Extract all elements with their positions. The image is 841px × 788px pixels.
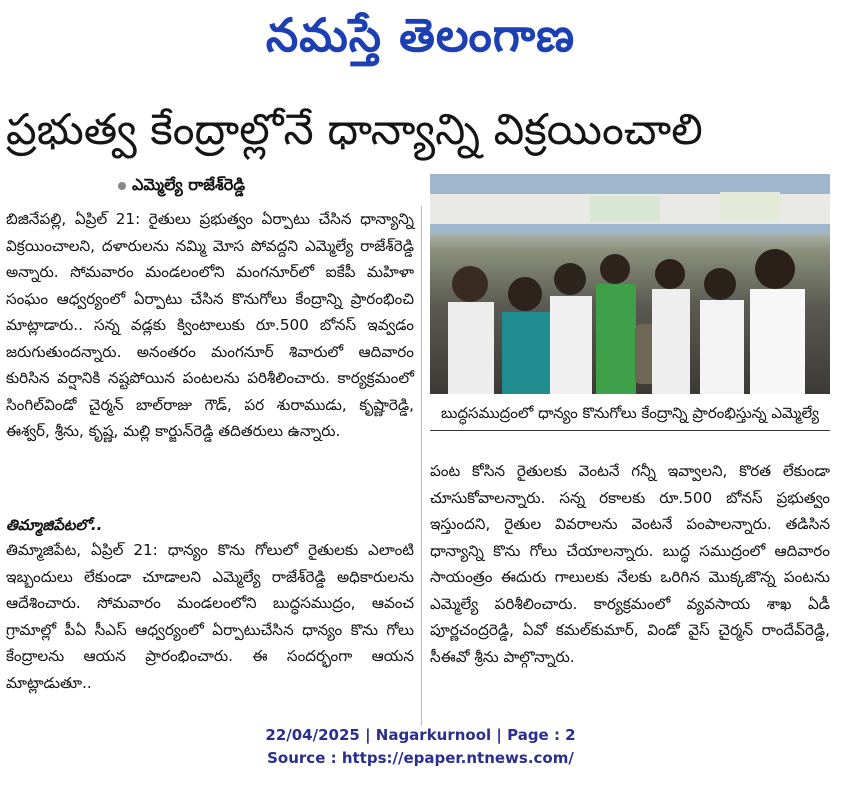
article-headline: ప్రభుత్వ కేంద్రాల్లోనే ధాన్యాన్ని విక్రయించాలి xyxy=(6,105,703,155)
news-photo xyxy=(430,174,830,394)
article-column-left-bottom xyxy=(6,537,414,696)
article-paragraph: తిమ్మాజిపేట, ఏప్రిల్ 21: ధాన్యం కొను గోలులో రైతులకు ఎలాంటి ఇబ్బందులు లేకుండా చూడాలని ఎమ్మెల్యే రాజేశ్‌రెడ్డి అధికారులను ఆదేశించారు. సోమవారం మండలంలోని బుద్ధసముద్రం, ఆవంచ గ్రామాల్లో పీఏ సీఎస్ ఆధ్వర్యంలో ఏర్పాటుచేసిన ధాన్యం కొను గోలు కేంద్రాలను ఆయన ప్రారంభించారు. ఈ సందర్భంగా ఆయన మాట్లాడుతూ.. xyxy=(6,541,414,692)
byline xyxy=(118,175,245,198)
article-subhead: తిమ్మాజిపేటలో.. xyxy=(6,516,103,534)
article-column-right xyxy=(430,458,830,670)
footer-edition-info: 22/04/2025 | Nagarkurnool | Page : 2 xyxy=(265,726,576,744)
masthead-title: నమస్తే తెలంగాణ xyxy=(265,8,576,62)
article-paragraph: బిజినేపల్లి, ఏప్రిల్ 21: రైతులు ప్రభుత్వం ఏర్పాటు చేసిన ధాన్యాన్ని విక్రయించాలని, దళారులను నమ్మి మోస పోవద్దని ఎమ్మెల్యే రాజేశ్‌రెడ్డి అన్నారు. సోమవారం మండలంలోని మంగనూర్‌లో ఐకేపీ మహిళా సంఘం ఆధ్వర్యంలో ఏర్పాటు చేసిన కొనుగోలు కేంద్రాన్ని ప్రారంభించి మాట్లాడారు.. సన్న వడ్లకు క్వింటాలుకు రూ.500 బోనస్ ఇవ్వడం జరుగుతుందన్నారు. అనంతరం మంగనూర్ శివారులో ఆదివారం కురిసిన వర్షానికి నష్టపోయిన పంటలను పరిశీలించారు. కార్యక్రమంలో సింగిల్‌విండో చైర్మన్ బాల్‌రాజు గౌడ్, పర శురాముడు, కృష్ణారెడ్డి, ఈశ్వర్, శ్రీను, కృష్ణ, మల్లి కార్జున్‌రెడ్డి తదితరులు ఉన్నారు. xyxy=(6,210,414,440)
article-paragraph: పంట కోసిన రైతులకు వెంటనే గన్నీ ఇవ్వాలని, కొరత లేకుండా చూసుకోవాలన్నారు. సన్న రకాలకు రూ.500 బోనస్ ప్రభుత్వం ఇస్తుందని, రైతుల వివరాలను వెంటనే పంపాలన్నారు. తడిసిన ధాన్యాన్ని కొను గోలు చేయాలన్నారు. బుద్ధ సముద్రంలో ఆదివారం సాయంత్రం ఈదురు గాలులకు నేలకు ఒరిగిన మొక్కజొన్న పంటను ఎమ్మెల్యే పరిశీలించారు. కార్యక్రమంలో వ్యవసాయ శాఖ ఏడీ పూర్ణచంద్రరెడ్డి, ఏవో కమల్‌కుమార్, విండో వైస్ చైర్మన్ రాందేవ్‌రెడ్డి, సీఈవో శ్రీను పాల్గొన్నారు. xyxy=(430,462,830,666)
footer-source-link[interactable]: Source : https://epaper.ntnews.com/ xyxy=(267,749,574,767)
newspaper-masthead xyxy=(0,0,841,80)
photo-caption: బుద్ధసముద్రంలో ధాన్యం కొనుగోలు కేంద్రాన్ని ప్రారంభిస్తున్న ఎమ్మెల్యే xyxy=(430,400,830,431)
column-divider xyxy=(421,206,422,726)
bullet-icon xyxy=(118,182,126,190)
byline-text: ఎమ్మెల్యే రాజేశ్‌రెడ్డి xyxy=(132,175,246,194)
photo-illustration xyxy=(430,174,830,394)
article-column-left-top xyxy=(6,206,414,445)
